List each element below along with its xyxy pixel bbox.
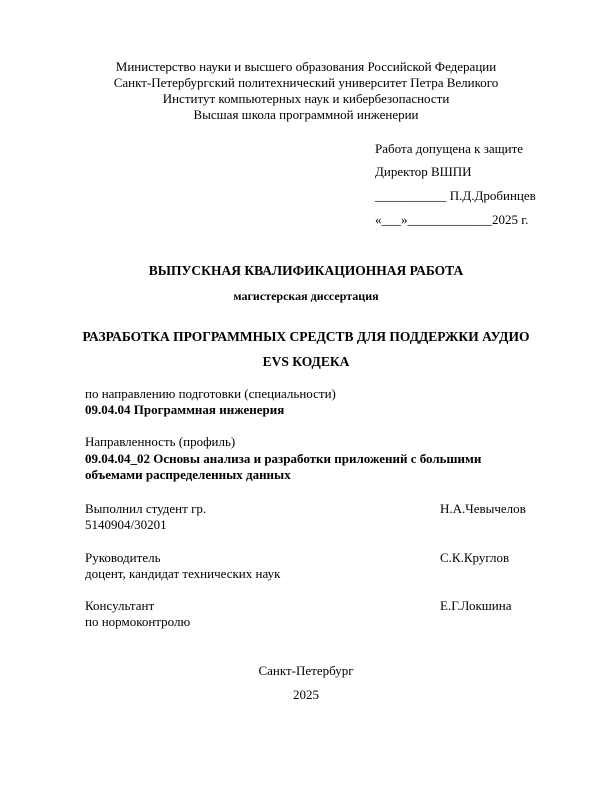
approval-signature: ___________ П.Д.Дробинцев	[375, 188, 536, 203]
institute-name: Институт компьютерных наук и кибербезопасности	[162, 91, 450, 106]
supervisor-name: С.К.Круглов	[440, 550, 510, 565]
student-label: Выполнил студент гр.	[85, 501, 207, 516]
consultant-role: по нормоконтролю	[85, 614, 191, 629]
supervisor-label: Руководитель	[85, 550, 161, 565]
work-type: ВЫПУСКНАЯ КВАЛИФИКАЦИОННАЯ РАБОТА	[148, 263, 464, 278]
university-name: Санкт-Петербургский политехнический университет Петра Великого	[113, 75, 499, 90]
approval-admitted: Работа допущена к защите	[375, 141, 524, 156]
footer-year: 2025	[293, 687, 319, 702]
footer-city: Санкт-Петербург	[258, 663, 354, 678]
supervisor-title: доцент, кандидат технических наук	[85, 566, 281, 581]
consultant-label: Консультант	[85, 598, 155, 613]
topic-line-2: EVS КОДЕКА	[262, 354, 350, 369]
ministry-name: Министерство науки и высшего образования Российской Федерации	[115, 59, 497, 74]
topic-line-1: РАЗРАБОТКА ПРОГРАММНЫХ СРЕДСТВ ДЛЯ ПОДДЕРЖКИ АУДИО	[82, 329, 530, 344]
profile-label: Направленность (профиль)	[85, 434, 236, 449]
consultant-name: Е.Г.Локшина	[440, 598, 512, 613]
student-name: Н.А.Чевычелов	[440, 501, 526, 516]
approval-director: Директор ВШПИ	[375, 164, 472, 179]
approval-date: «___»_____________2025 г.	[375, 212, 529, 227]
profile-value-line-1: 09.04.04_02 Основы анализа и разработки приложений с большими	[85, 451, 482, 466]
student-group: 5140904/30201	[85, 517, 167, 532]
school-name: Высшая школа программной инженерии	[193, 107, 419, 122]
profile-value-line-2: объемами распределенных данных	[85, 467, 291, 482]
work-subtype: магистерская диссертация	[233, 289, 379, 303]
direction-value: 09.04.04 Программная инженерия	[85, 402, 285, 417]
direction-label: по направлению подготовки (специальности)	[85, 386, 336, 401]
